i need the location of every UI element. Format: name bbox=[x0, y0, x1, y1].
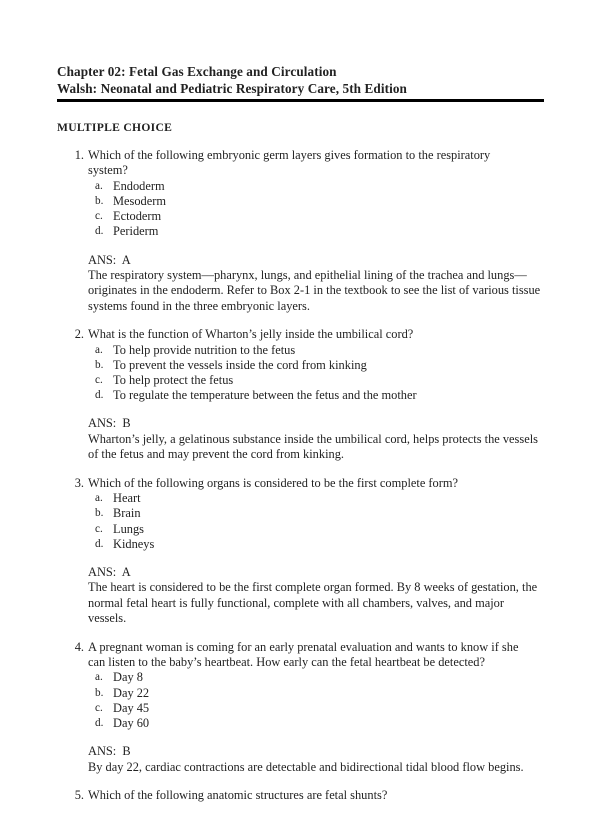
question-number: 1. bbox=[74, 148, 84, 162]
option-text: Endoderm bbox=[113, 178, 165, 193]
option-letter: b. bbox=[95, 686, 104, 699]
option-letter: d. bbox=[95, 716, 104, 729]
question-number: 3. bbox=[74, 475, 84, 490]
option-item[interactable] bbox=[95, 194, 525, 209]
header-chapter-title: Chapter 02: Fetal Gas Exchange and Circulation bbox=[57, 64, 337, 79]
option-text: Kidneys bbox=[113, 536, 155, 551]
option-letter: d. bbox=[95, 537, 104, 550]
option-item[interactable] bbox=[95, 209, 525, 224]
option-letter: b. bbox=[95, 507, 104, 520]
option-text: To regulate the temperature between the fetus and the mother bbox=[113, 388, 417, 403]
option-item[interactable] bbox=[95, 224, 525, 239]
question-stem-text: A pregnant woman is coming for an early prenatal evaluation and wants to know if she can listen to the baby’s heartbeat. How early can the fetal heartbeat be detected? bbox=[88, 639, 519, 669]
answer-block bbox=[88, 253, 543, 315]
option-text: Day 22 bbox=[113, 685, 150, 700]
option-item[interactable] bbox=[95, 670, 525, 685]
question-block bbox=[0, 148, 600, 314]
option-letter: c. bbox=[95, 701, 103, 714]
option-text: Lungs bbox=[113, 521, 144, 536]
answer-rationale: The respiratory system—pharynx, lungs, and epithelial lining of the trachea and lungs—originates in the endoderm. Refer to Box 2-1 in the textbook to see the list of various tissue systems found in the three embryonic layers. bbox=[88, 268, 541, 313]
option-text: To help protect the fetus bbox=[113, 373, 234, 388]
answer-rationale: The heart is considered to be the first complete organ formed. By 8 weeks of gestation, the normal fetal heart is fully functional, complete with all chambers, valves, and major vessels. bbox=[88, 580, 538, 626]
option-letter: a. bbox=[95, 671, 103, 684]
option-letter: c. bbox=[95, 522, 103, 535]
question-number: 5. bbox=[74, 787, 84, 802]
option-item[interactable] bbox=[95, 373, 525, 388]
answer-block bbox=[88, 416, 543, 462]
question-stem bbox=[70, 476, 525, 491]
answer-block bbox=[88, 744, 543, 775]
question-stem-text: Which of the following organs is considered to be the first complete form? bbox=[88, 475, 459, 490]
option-item[interactable] bbox=[95, 522, 525, 537]
section-heading-multiple-choice: MULTIPLE CHOICE bbox=[57, 121, 173, 134]
option-text: Periderm bbox=[113, 224, 159, 239]
option-letter: a. bbox=[95, 343, 103, 356]
option-text: Brain bbox=[113, 506, 141, 521]
question-stem-text: Which of the following embryonic germ layers gives formation to the respiratory system? bbox=[88, 148, 491, 178]
question-block bbox=[0, 640, 600, 775]
question-stem bbox=[70, 327, 525, 342]
option-letter: a. bbox=[95, 492, 103, 505]
header-divider-rule bbox=[57, 99, 544, 102]
answer-rationale: Wharton’s jelly, a gelatinous substance inside the umbilical cord, helps protects the vessels of the fetus and may prevent the cord from kinking. bbox=[88, 431, 538, 462]
option-item[interactable] bbox=[95, 716, 525, 731]
option-item[interactable] bbox=[95, 537, 525, 552]
option-item[interactable] bbox=[95, 506, 525, 521]
option-list bbox=[0, 343, 600, 404]
answer-key-line: ANS: A bbox=[88, 252, 131, 267]
option-item[interactable] bbox=[95, 686, 525, 701]
question-stem bbox=[70, 640, 525, 671]
question-stem-text: Which of the following anatomic structures are fetal shunts? bbox=[88, 787, 388, 802]
option-letter: d. bbox=[95, 225, 104, 238]
option-text: Ectoderm bbox=[113, 209, 162, 224]
option-item[interactable] bbox=[95, 701, 525, 716]
option-text: Day 60 bbox=[113, 715, 150, 730]
question-block bbox=[0, 476, 600, 627]
answer-key-line: ANS: B bbox=[88, 744, 131, 759]
question-number: 4. bbox=[74, 639, 84, 654]
option-letter: b. bbox=[95, 358, 104, 371]
option-text: Mesoderm bbox=[113, 194, 166, 209]
question-list bbox=[0, 148, 600, 816]
question-block bbox=[0, 327, 600, 462]
question-block bbox=[0, 788, 600, 803]
option-text: Day 8 bbox=[113, 670, 143, 685]
option-list bbox=[0, 179, 600, 240]
option-text: Day 45 bbox=[113, 700, 150, 715]
option-item[interactable] bbox=[95, 358, 525, 373]
question-stem-text: What is the function of Wharton’s jelly inside the umbilical cord? bbox=[88, 327, 414, 342]
option-text: Heart bbox=[113, 491, 141, 506]
option-letter: a. bbox=[95, 179, 103, 192]
option-letter: c. bbox=[95, 374, 103, 387]
option-letter: d. bbox=[95, 389, 104, 402]
option-item[interactable] bbox=[95, 388, 525, 403]
option-item[interactable] bbox=[95, 179, 525, 194]
header-book-title: Walsh: Neonatal and Pediatric Respiratory Care, 5th Edition bbox=[57, 80, 407, 96]
option-letter: b. bbox=[95, 195, 104, 208]
question-stem bbox=[70, 148, 525, 179]
option-text: To help provide nutrition to the fetus bbox=[113, 342, 296, 357]
answer-rationale: By day 22, cardiac contractions are detectable and bidirectional tidal blood flow begins. bbox=[88, 759, 524, 774]
answer-block bbox=[88, 565, 543, 627]
option-item[interactable] bbox=[95, 343, 525, 358]
option-list bbox=[0, 670, 600, 731]
document-header bbox=[57, 64, 544, 97]
option-text: To prevent the vessels inside the cord from kinking bbox=[113, 357, 367, 372]
answer-key-line: ANS: B bbox=[88, 416, 131, 431]
question-stem bbox=[70, 788, 525, 803]
answer-key-line: ANS: A bbox=[88, 564, 131, 579]
option-item[interactable] bbox=[95, 491, 525, 506]
option-letter: c. bbox=[95, 210, 103, 223]
option-list bbox=[0, 491, 600, 552]
question-number: 2. bbox=[74, 327, 84, 342]
